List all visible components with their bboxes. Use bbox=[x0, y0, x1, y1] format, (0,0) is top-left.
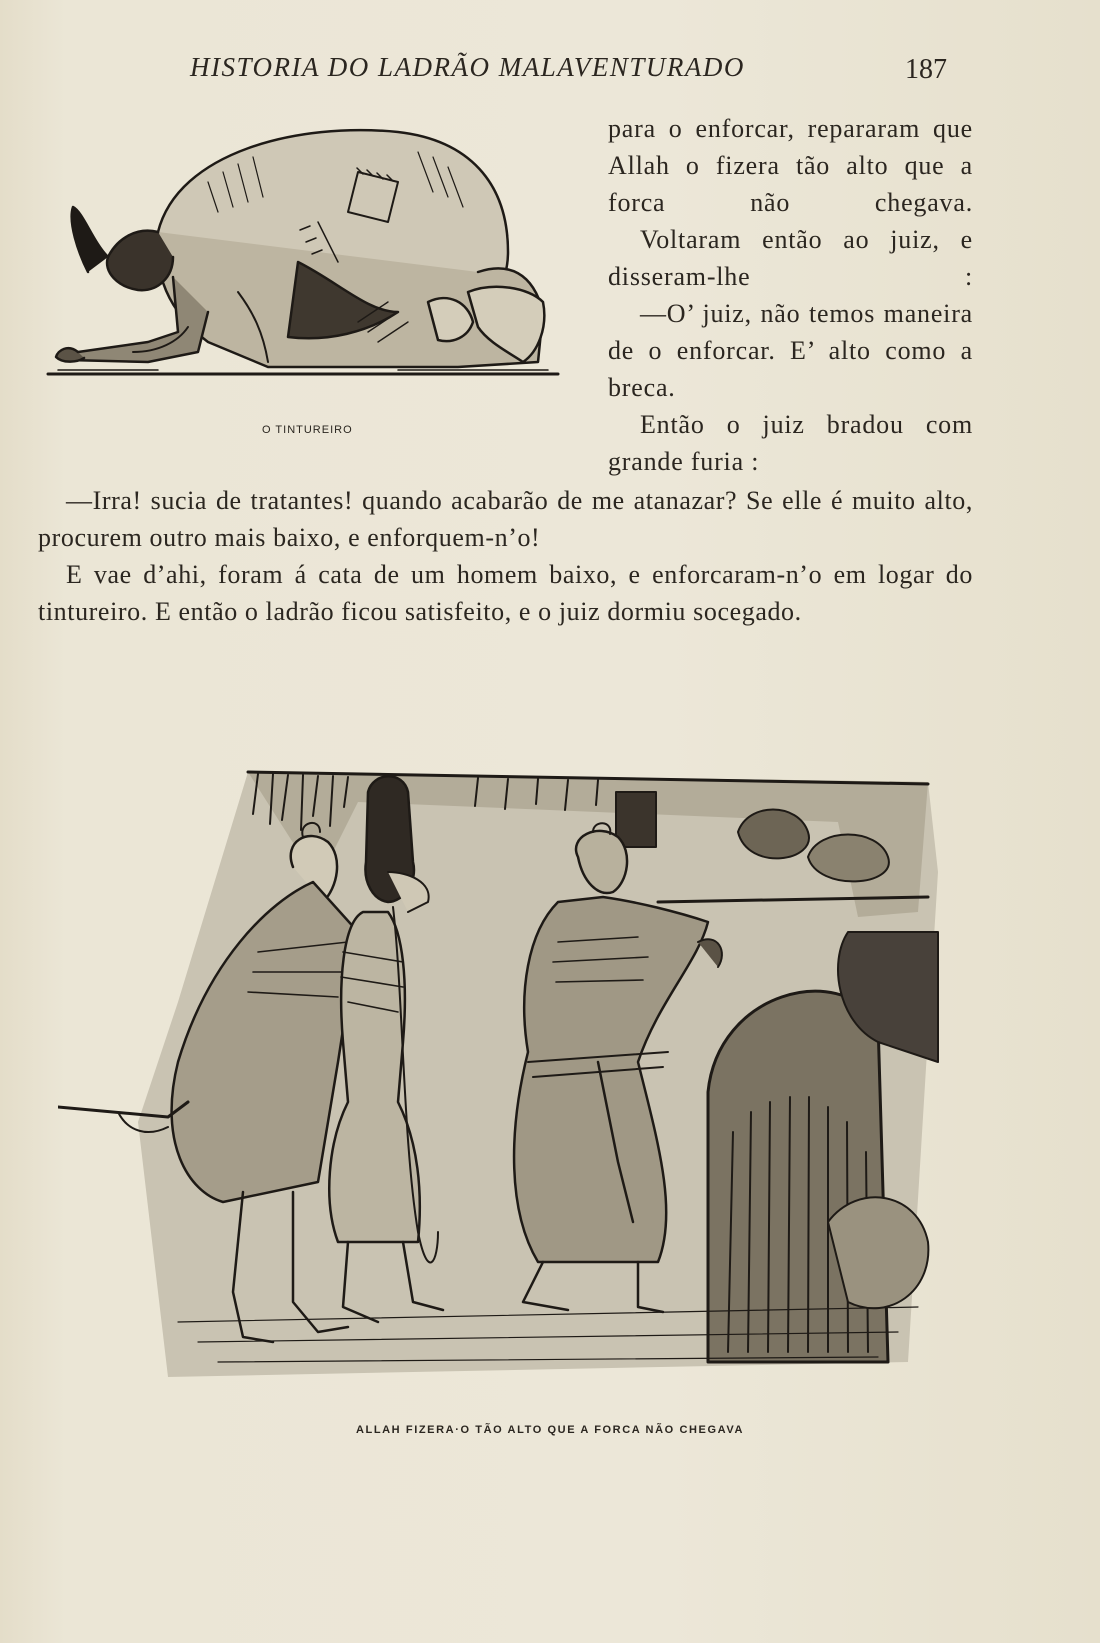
caption-large: ALLAH FIZERA·O TÃO ALTO QUE A FORCA NÃO CHEGAVA bbox=[355, 1424, 745, 1436]
paragraph: —O’ juiz, não temos maneira de o enforcar. E’ alto como a breca. bbox=[608, 299, 973, 402]
running-title: HISTORIA DO LADRÃO MALAVENTURADO bbox=[190, 52, 745, 82]
caption-small: O TINTUREIRO bbox=[262, 424, 353, 436]
running-head bbox=[0, 52, 1100, 92]
paragraph: E vae d’ahi, foram á cata de um homem baixo, e enforcaram-n’o em logar do tintureiro. E então o ladrão ficou satisfeito, e o juiz dormiu socegado. bbox=[38, 560, 973, 626]
paragraph: —Irra! sucia de tratantes! quando acabarão de me atanazar? Se elle é muito alto, procurem outro mais baixo, e enforquem-n’o! bbox=[38, 486, 973, 552]
body-text bbox=[38, 482, 973, 630]
illustration-dyer bbox=[38, 112, 578, 412]
paragraph: Então o juiz bradou com grande furia : bbox=[608, 410, 973, 476]
page-number: 187 bbox=[905, 54, 947, 85]
paragraph: para o enforcar, repararam que Allah o fizera tão alto que a forca não chegava. bbox=[608, 114, 973, 217]
illustration-guards-and-prisoner bbox=[58, 762, 958, 1387]
paragraph: Voltaram então ao juiz, e disseram-lhe : bbox=[608, 225, 973, 291]
right-column-text bbox=[608, 110, 973, 480]
